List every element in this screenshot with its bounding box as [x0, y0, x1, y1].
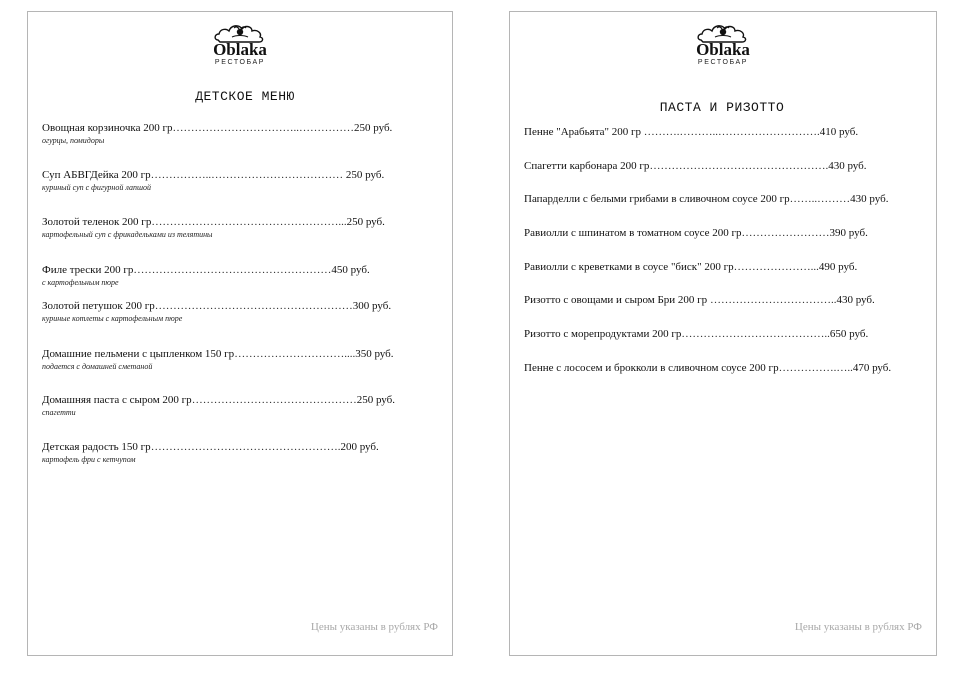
- item-name: Золотой петушок 200 гр: [42, 300, 155, 312]
- brand-subtitle: РЕСТОБАР: [214, 59, 266, 66]
- menu-item: [524, 362, 926, 375]
- item-price: 430 руб.: [850, 193, 889, 205]
- item-leader-dots: …………….…..: [778, 362, 853, 374]
- menu-item: [42, 169, 442, 193]
- item-name: Спагетти карбонара 200 гр: [524, 160, 650, 172]
- item-name: Папарделли с белыми грибами в сливочном соусе 200 гр: [524, 193, 790, 205]
- menu-item: [42, 300, 442, 324]
- item-price: 350 руб.: [355, 348, 394, 360]
- item-description: куриный суп с фигурной лапшой: [42, 183, 152, 192]
- menu-item: [524, 328, 926, 341]
- brand-name: Oblaka: [696, 40, 750, 59]
- item-name: Равиолли с шпинатом в томатном соусе 200 гр: [524, 227, 742, 239]
- item-name: Равиолли с креветками в соусе "биск" 200 гр: [524, 261, 734, 273]
- menu-item: [42, 441, 442, 465]
- menu-item: [524, 294, 926, 307]
- item-price: 650 руб.: [829, 328, 869, 340]
- item-leader-dots: ………………………………………………: [154, 300, 353, 312]
- item-description: подается с домашней сметаной: [42, 362, 153, 371]
- item-name: Пенне с лососем и брокколи в сливочном соусе 200 гр: [524, 362, 779, 374]
- menu-item: [524, 261, 926, 274]
- menu-item: [42, 216, 442, 240]
- item-leader-dots: ……..………: [789, 193, 851, 205]
- brand-logo: [28, 22, 452, 66]
- menu-item: [42, 122, 442, 146]
- menu-item: [524, 227, 926, 240]
- price-footnote: Цены указаны в рублях РФ: [794, 621, 922, 633]
- item-leader-dots: ……….………..……………………….: [641, 126, 820, 138]
- item-leader-dots: ………………………………………….: [649, 160, 829, 172]
- item-name: Золотой теленок 200 гр: [42, 216, 152, 228]
- item-description: огурцы, помидоры: [42, 136, 105, 145]
- item-leader-dots: ………………………………………: [191, 394, 357, 406]
- menu-item: [42, 348, 442, 372]
- menu-item: [42, 264, 442, 288]
- item-leader-dots: …………………...: [733, 261, 819, 273]
- item-price: 250 руб.: [356, 394, 395, 406]
- item-leader-dots: …………………………………..: [681, 328, 830, 340]
- menu-item: [524, 126, 926, 139]
- item-leader-dots: …………………………....: [234, 348, 356, 360]
- item-price: 470 руб.: [852, 362, 892, 374]
- item-price: 250 руб.: [345, 169, 385, 181]
- item-price: 300 руб.: [352, 300, 392, 312]
- item-description: картофельный суп с фрикадельками из телятины: [42, 230, 213, 239]
- item-name: Ризотто с овощами и сыром Бри 200 гр: [524, 294, 708, 306]
- item-name: Пенне "Арабьята" 200 гр: [524, 126, 642, 138]
- price-footnote: Цены указаны в рублях РФ: [310, 621, 438, 633]
- item-name: Детская радость 150 гр: [42, 441, 151, 453]
- item-price: 250 руб.: [353, 122, 393, 134]
- item-leader-dots: ……………………………..: [707, 294, 837, 306]
- item-price: 490 руб.: [818, 261, 858, 273]
- item-description: куриные котлеты с картофельным пюре: [42, 314, 183, 323]
- item-name: Домашние пельмени с цыпленком 150 гр: [42, 348, 235, 360]
- section-title-pasta: ПАСТА И РИЗОТТО: [659, 100, 785, 115]
- item-leader-dots: ……………………………………………...: [151, 216, 347, 228]
- brand-subtitle: РЕСТОБАР: [697, 59, 749, 66]
- item-leader-dots: ……………………………..……………: [172, 122, 354, 134]
- item-name: Домашняя паста с сыром 200 гр: [42, 394, 192, 406]
- item-price: 250 руб.: [346, 216, 385, 228]
- item-description: картофель фри с кетчупом: [42, 455, 136, 464]
- item-leader-dots: …………………………………………….: [150, 441, 341, 453]
- item-leader-dots: ………………………………………………: [133, 264, 332, 276]
- item-description: с картофельным пюре: [42, 278, 119, 287]
- brand-name: Oblaka: [213, 40, 267, 59]
- item-price: 450 руб.: [331, 264, 370, 276]
- brand-logo: [510, 22, 936, 66]
- item-name: Филе трески 200 гр: [42, 264, 134, 276]
- item-leader-dots: ……………………: [741, 227, 830, 239]
- menu-item: [42, 394, 442, 418]
- item-name: Ризотто с морепродуктами 200 гр: [524, 328, 682, 340]
- item-price: 430 руб.: [836, 294, 875, 306]
- item-price: 430 руб.: [828, 160, 867, 172]
- menu-item: [524, 193, 926, 206]
- item-price: 390 руб.: [829, 227, 868, 239]
- item-leader-dots: ……………..………………………………: [150, 169, 346, 181]
- menu-page-kids: [27, 11, 453, 656]
- section-title-kids: ДЕТСКОЕ МЕНЮ: [195, 89, 295, 104]
- item-name: Овощная корзиночка 200 гр: [42, 122, 173, 134]
- item-name: Суп АБВГДейка 200 гр: [42, 169, 151, 181]
- item-price: 200 руб.: [340, 441, 379, 453]
- item-price: 410 руб.: [819, 126, 859, 138]
- menu-page-pasta: [509, 11, 937, 656]
- item-description: спагетти: [42, 408, 76, 417]
- menu-item: [524, 160, 926, 173]
